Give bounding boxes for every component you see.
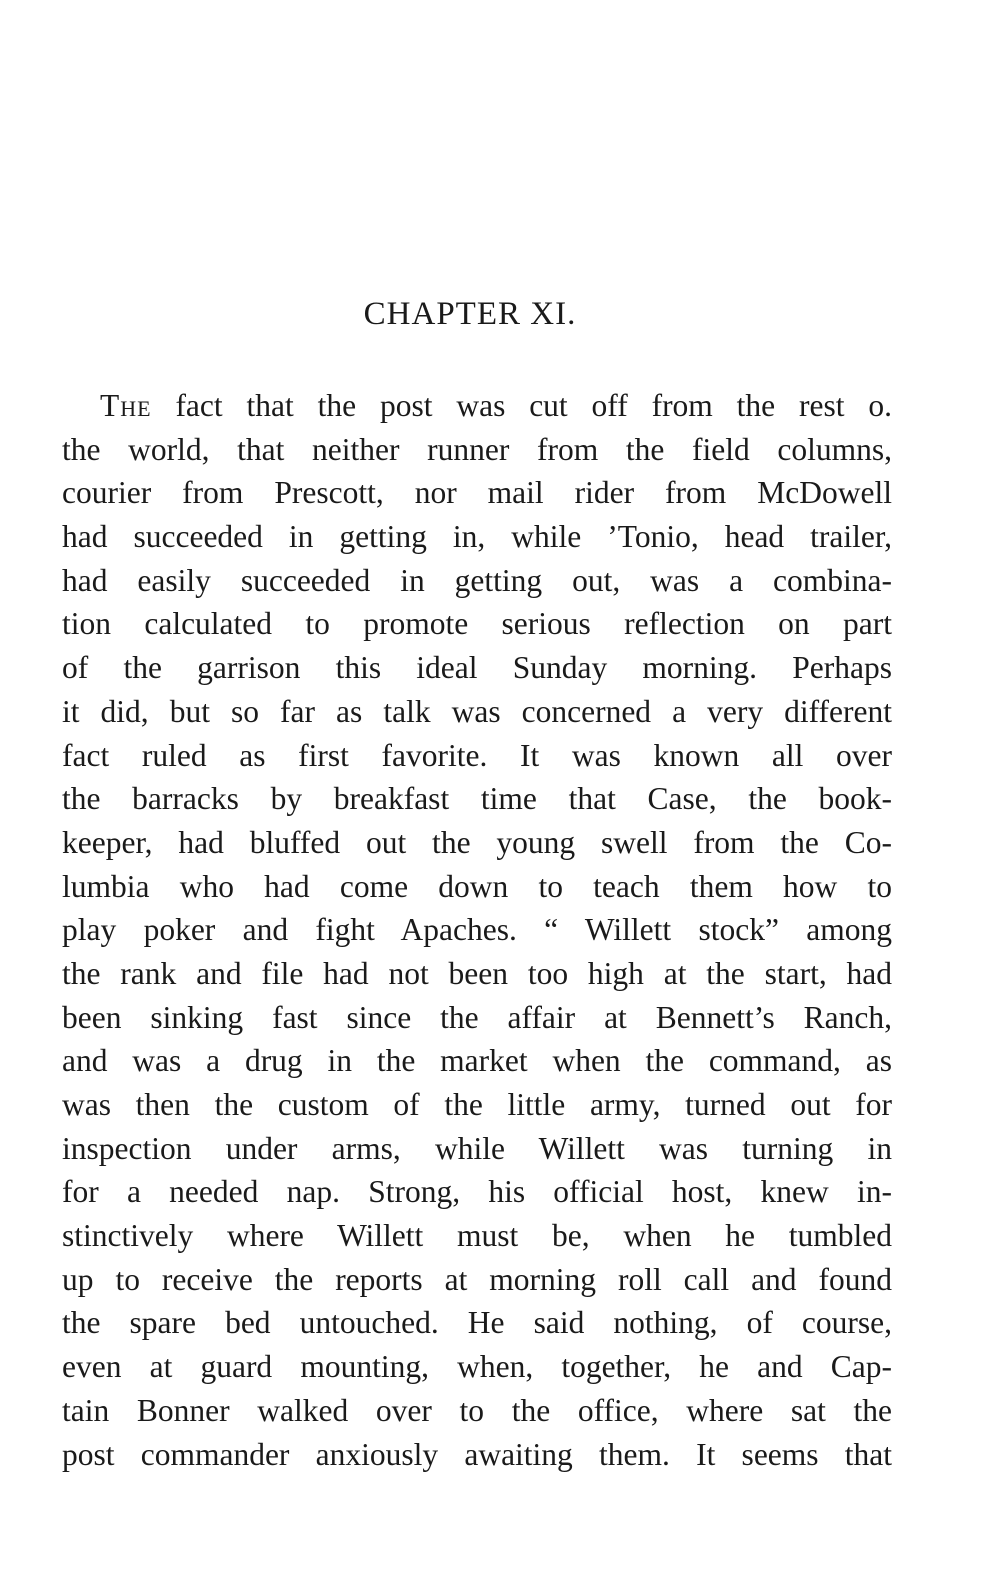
text-line: tain Bonner walked over to the office, where sat the (62, 1392, 892, 1428)
text-line: inspection under arms, while Willett was turning in (62, 1130, 892, 1166)
text-line: the rank and file had not been too high at the start, had (62, 955, 892, 991)
text-line: it did, but so far as talk was concerned a very different (62, 693, 892, 729)
text-line: had easily succeeded in getting out, was a combina- (62, 562, 892, 598)
text-line: of the garrison this ideal Sunday morning. Perhaps (62, 650, 892, 686)
text-line: for a needed nap. Strong, his official host, knew in- (62, 1174, 892, 1210)
text-line: keeper, had bluffed out the young swell from the Co- (62, 824, 892, 860)
text-line: post commander anxiously awaiting them. It seems that (62, 1436, 892, 1472)
opening-word: The (100, 388, 152, 423)
text-line: stinctively where Willett must be, when he tumbled (62, 1218, 892, 1254)
text-line: courier from Prescott, nor mail rider from McDowell (62, 475, 892, 511)
text-line: the world, that neither runner from the field columns, (62, 431, 892, 467)
text-line: been sinking fast since the affair at Bennett’s Ranch, (62, 999, 892, 1035)
text-line: lumbia who had come down to teach them how to (62, 868, 892, 904)
text-line (62, 384, 892, 428)
text-line: even at guard mounting, when, together, he and Cap- (62, 1349, 892, 1385)
text-line: and was a drug in the market when the command, as (62, 1043, 892, 1079)
text-line: had succeeded in getting in, while ’Tonio, head trailer, (62, 519, 892, 555)
text-line: play poker and fight Apaches. “ Willett stock” among (62, 912, 892, 948)
line-text: fact that the post was cut off from the rest o. (151, 388, 892, 423)
body-paragraph (62, 384, 892, 1476)
chapter-heading: CHAPTER XI. (363, 296, 577, 332)
text-line: the barracks by breakfast time that Case, the book- (62, 781, 892, 817)
text-line: fact ruled as first favorite. It was known all over (62, 737, 892, 773)
text-line: was then the custom of the little army, turned out for (62, 1087, 892, 1122)
text-line: up to receive the reports at morning roll call and found (62, 1261, 892, 1297)
text-line: tion calculated to promote serious reflection on part (62, 606, 892, 642)
text-line: the spare bed untouched. He said nothing, of course, (62, 1305, 892, 1341)
